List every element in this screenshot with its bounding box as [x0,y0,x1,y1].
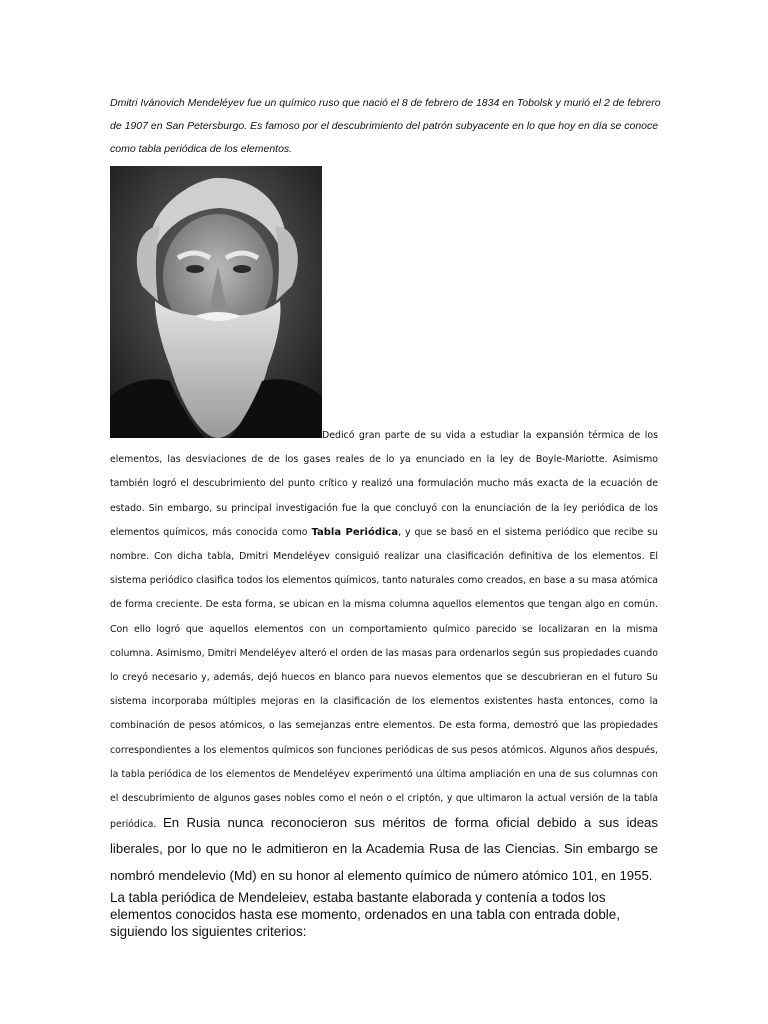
body-text-part3: En Rusia nunca reconocieron sus méritos de forma oficial debido a sus ideas liberales, por lo que no le admitieron en la Academia Rusa de las Ciencias. Sin embargo se nombró mendelevio (Md) en su honor al elemento químico de número atómico 101, en 1955. [110,815,658,883]
body-text-part1: Dedicó gran parte de su vida a estudiar la expansión térmica de los elementos, las desviaciones de de los gases reales de lo ya enunciado en la ley de Boyle-Mariotte. Asimismo también logró el descubrimiento del punto crítico y realizó una formulación mucho más exacta de la ecuación de estado. Sin embargo, su principal investigación fue la que concluyó con la enunciación de la ley periódica de los elementos químicos, más conocida como [110,430,658,538]
closing-paragraph: La tabla periódica de Mendeleiev, estaba bastante elaborada y contenía a todos los elementos conocidos hasta ese momento, ordenados en una tabla con entrada doble, siguiendo los siguientes criterios: [110,890,620,939]
intro-paragraph: Dmitri Ivánovich Mendeléyev fue un químico ruso que nació el 8 de febrero de 1834 en Tobolsk y murió el 2 de febrero de 1907 en San Petersburgo. Es famoso por el descubrimiento del patrón subyacente en lo que hoy en día se conoce como tabla periódica de los elementos. [110,97,661,155]
image-wrap-spacer [110,424,322,438]
body-text-part2: , y que se basó en el sistema periódico que recibe su nombre. Con dicha tabla, Dmitri Mendeléyev consiguió realizar una clasificación definitiva de los elementos. El sistema periódico clasifica todos los elementos químicos, tanto naturales como creados, en base a su masa atómica de forma creciente. De esta forma, se ubican en la misma columna aquellos elementos que tengan algo en común. Con ello logró que aquellos elementos con un comportamiento químico parecido se localizaran en la misma columna. Asimismo, Dmitri Mendeléyev alteró el orden de las masas para ordenarlos según sus propiedades cuando lo creyó necesario y, además, dejó huecos en blanco para nuevos elementos que se descubrieran en el futuro Su sistema incorporaba múltiples mejoras en la clasificación de los elementos existentes hasta entonces, como la combinación de pesos atómicos, o las semejanzas entre elementos. De esta forma, demostró que las propiedades correspondientes a los elementos químicos son funciones periódicas de sus pesos atómicos. Algunos años después, la tabla periódica de los elementos de Mendeléyev experimentó una última ampliación en una de sus columnas con el descubrimiento de algunos gases nobles como el neón o el criptón, y que ultimaron la actual versión de la tabla periódica. [110,526,658,831]
body-paragraph [110,424,658,890]
body-bold-term: Tabla Periódica [311,526,399,538]
portrait-image [110,166,322,438]
